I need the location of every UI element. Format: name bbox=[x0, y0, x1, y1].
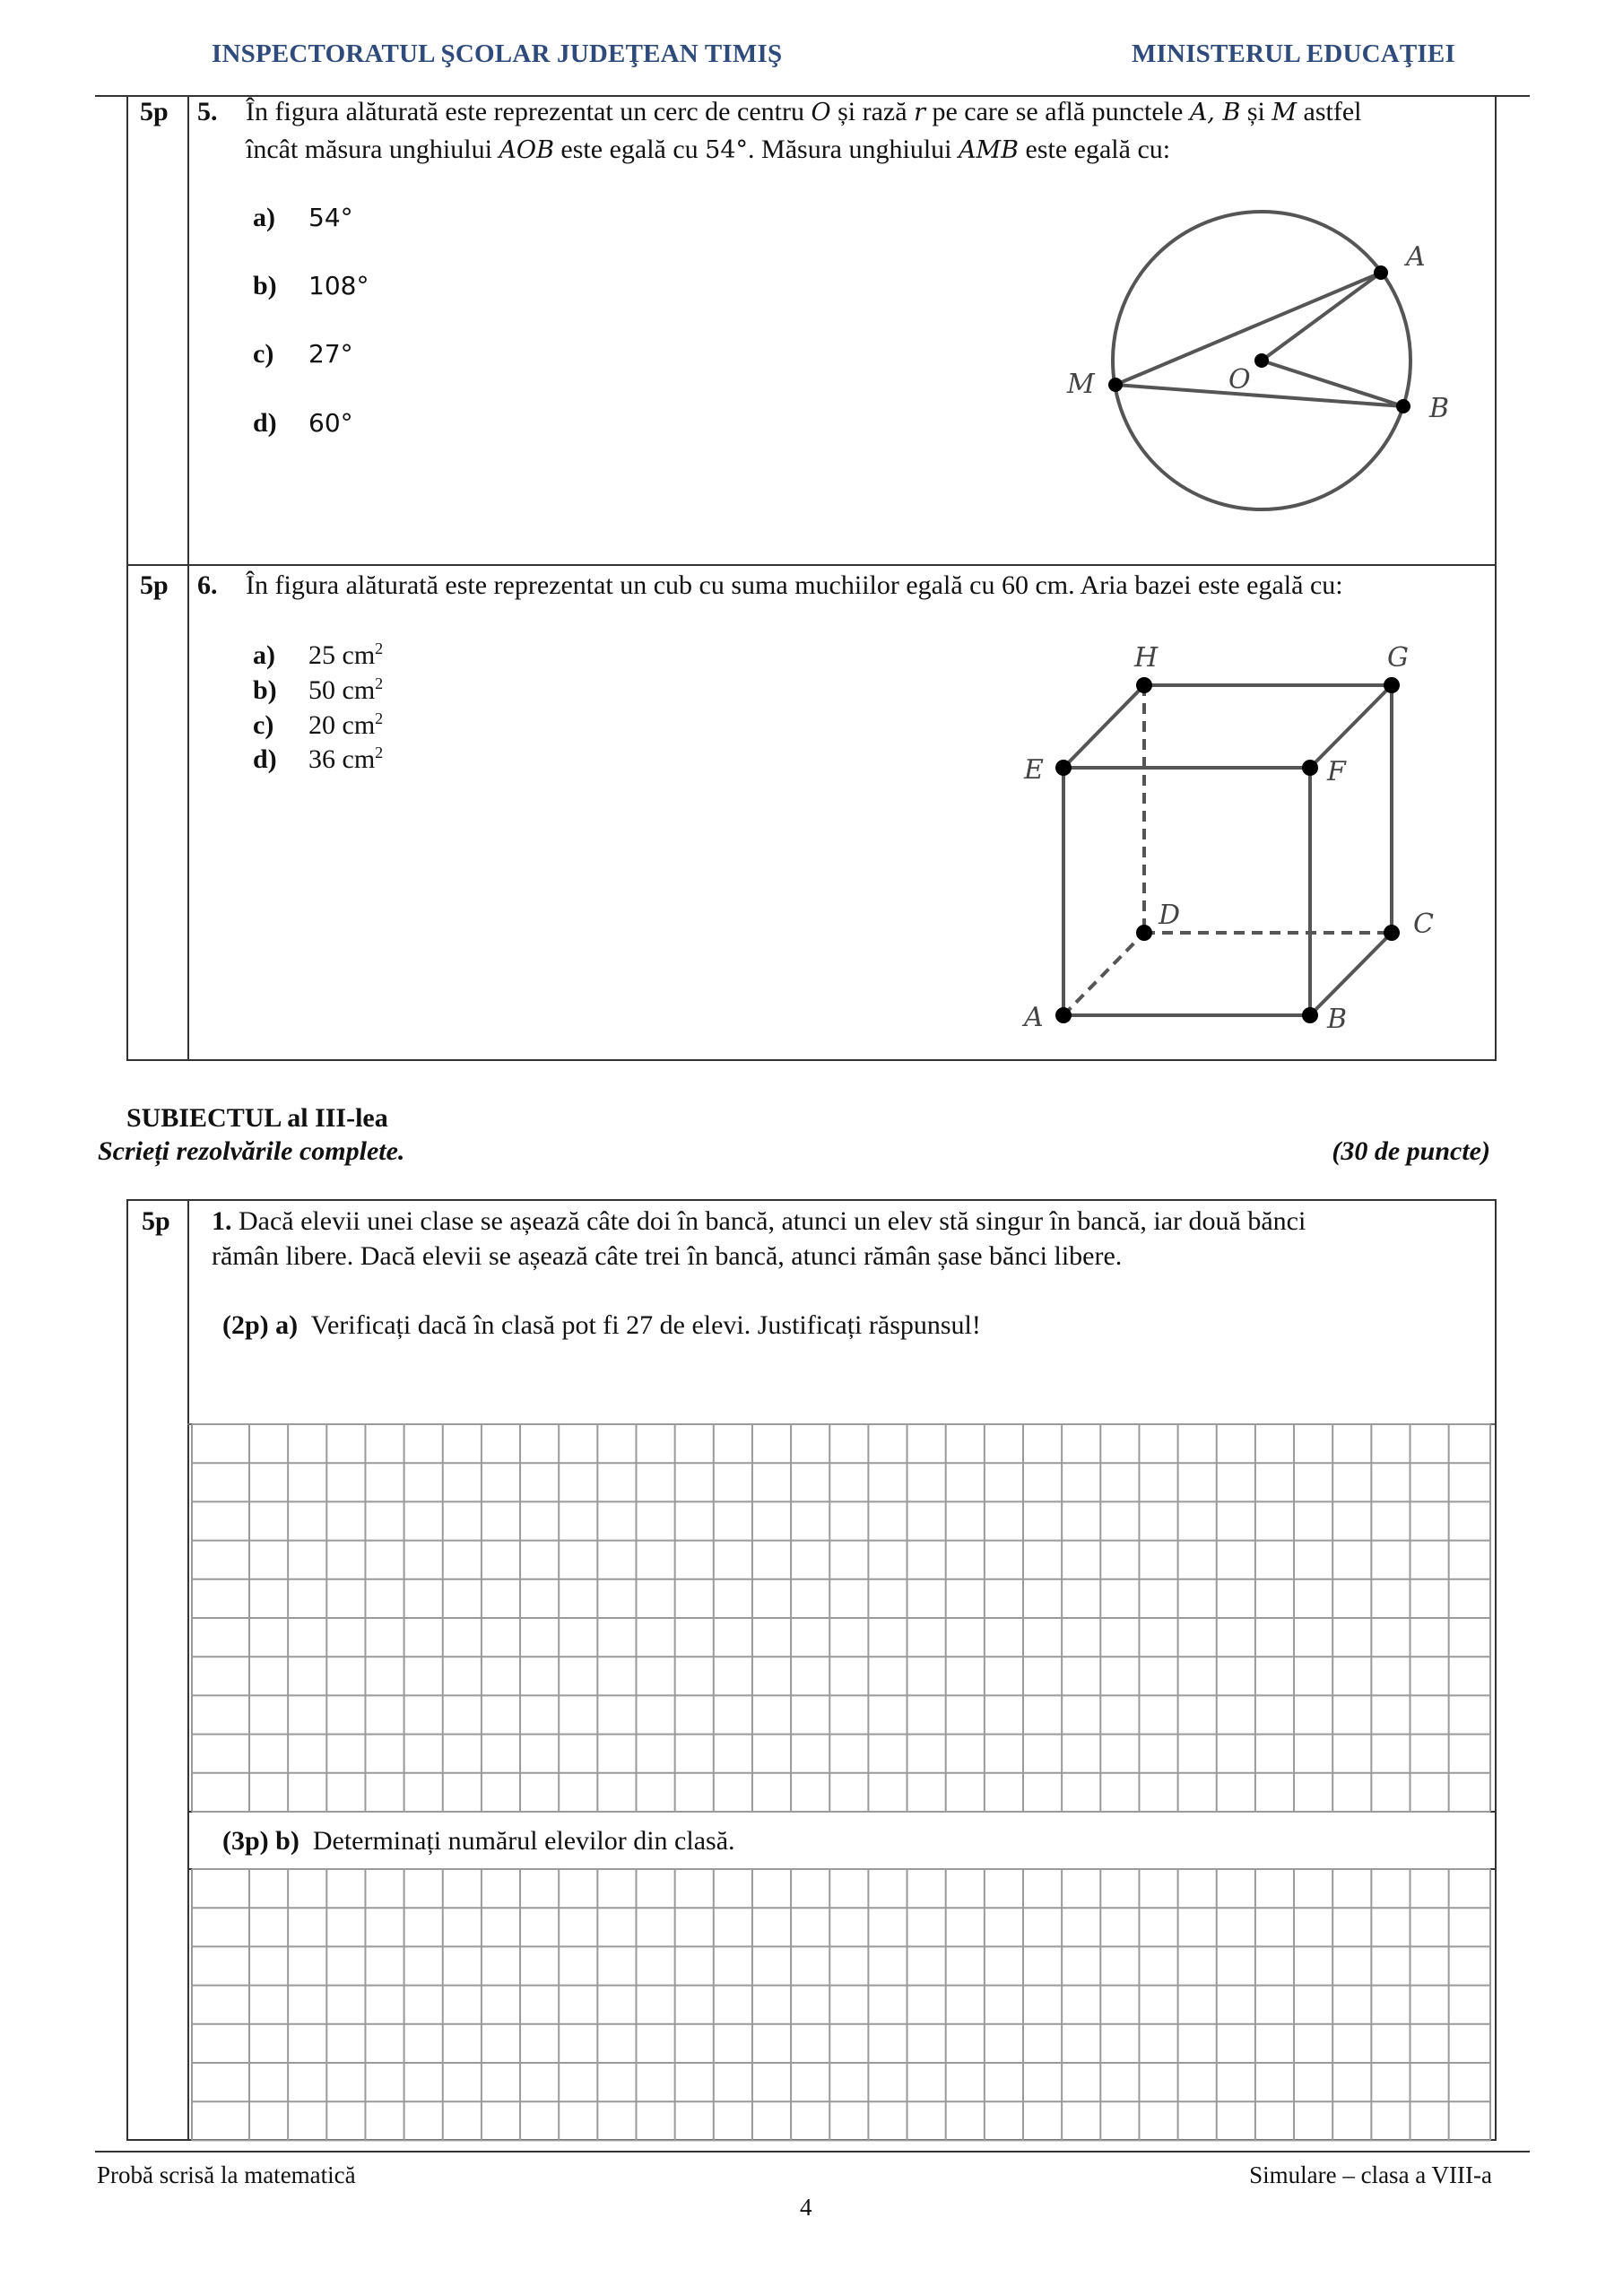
part-a-text: Verificați dacă în clasă pot fi 27 de elevi. Justificați răspunsul! bbox=[310, 1310, 981, 1340]
header-right: MINISTERUL EDUCAŢIEI bbox=[1132, 39, 1455, 68]
option-label: c) bbox=[253, 710, 274, 740]
label-c: C bbox=[1413, 909, 1434, 940]
text: În figura alăturată este reprezentat un cerc de centru bbox=[246, 97, 812, 126]
footer-left: Probă scrisă la matematică bbox=[97, 2161, 356, 2188]
option-label: a) bbox=[253, 203, 275, 232]
text: încât măsura unghiului bbox=[246, 135, 499, 164]
problem-number: 1. bbox=[212, 1206, 232, 1236]
label-a: A bbox=[1406, 241, 1426, 273]
text: și rază bbox=[830, 97, 915, 126]
option-value: 54° bbox=[308, 203, 353, 232]
part-b-text: Determinați numărul elevilor din clasă. bbox=[312, 1826, 735, 1856]
var-r: r bbox=[914, 99, 925, 126]
var-o: O bbox=[811, 99, 831, 126]
label-b: B bbox=[1327, 1004, 1348, 1035]
text: . Măsura unghiului bbox=[748, 135, 959, 164]
label-m: M bbox=[1067, 369, 1095, 400]
var-m: M bbox=[1271, 99, 1297, 126]
label-e: E bbox=[1024, 754, 1044, 786]
text: și bbox=[1240, 97, 1272, 126]
value-text: 50 cm bbox=[308, 675, 376, 705]
header-left: INSPECTORATUL ŞCOLAR JUDEŢEAN TIMIŞ bbox=[212, 39, 783, 68]
footer-rule bbox=[95, 2151, 1530, 2152]
label-h: H bbox=[1134, 642, 1159, 674]
option-label: d) bbox=[253, 408, 277, 438]
page-number: 4 bbox=[800, 2194, 812, 2221]
option-label: d) bbox=[253, 744, 277, 774]
section-title: SUBIECTUL al III-lea bbox=[126, 1103, 388, 1133]
label-b: B bbox=[1429, 393, 1450, 424]
exponent: 2 bbox=[375, 639, 384, 657]
label-g: G bbox=[1387, 642, 1409, 674]
text: este egală cu bbox=[553, 135, 706, 164]
section-instruction: Scrieți rezolvările complete. bbox=[98, 1136, 405, 1166]
exponent: 2 bbox=[375, 709, 384, 727]
value-text: 25 cm bbox=[308, 640, 376, 670]
value-text: 20 cm bbox=[308, 710, 376, 740]
option-value: 27° bbox=[308, 339, 353, 369]
text: astfel bbox=[1297, 97, 1362, 126]
text: Dacă elevii unei clase se așează câte doi în bancă, atunci un elev stă singur în bancă, iar două bănci bbox=[231, 1206, 1306, 1236]
exponent: 2 bbox=[375, 674, 384, 692]
label-o: O bbox=[1228, 364, 1251, 396]
value-text: 36 cm bbox=[308, 744, 376, 774]
points-label: 5p bbox=[140, 570, 169, 600]
part-a-points: (2p) a) bbox=[222, 1310, 299, 1340]
option-label: b) bbox=[253, 271, 277, 300]
footer-right: Simulare – clasa a VIII-a bbox=[1249, 2161, 1492, 2188]
option-value: 60° bbox=[308, 408, 353, 438]
section-points: (30 de puncte) bbox=[1332, 1136, 1490, 1166]
option-label: a) bbox=[253, 640, 275, 670]
question-number: 6. bbox=[197, 570, 218, 600]
question-text: În figura alăturată este reprezentat un cub cu suma muchiilor egală cu 60 cm. Aria bazei este egală cu: bbox=[246, 570, 1343, 600]
problem-text-line2: rămân libere. Dacă elevii se așează câte trei în bancă, atunci rămân șase bănci libere. bbox=[212, 1241, 1123, 1271]
part-b-points: (3p) b) bbox=[222, 1826, 299, 1856]
angle-value: 54° bbox=[705, 136, 749, 164]
angle-amb: AMB bbox=[959, 136, 1020, 164]
label-f: F bbox=[1327, 756, 1346, 787]
option-value: 108° bbox=[308, 271, 369, 300]
text: este egală cu: bbox=[1019, 135, 1171, 164]
points-label: 5p bbox=[142, 1206, 170, 1236]
points-label: 5p bbox=[140, 97, 169, 126]
option-label: b) bbox=[253, 675, 277, 705]
text: pe care se află punctele bbox=[924, 97, 1190, 126]
angle-aob: AOB bbox=[499, 136, 554, 164]
option-label: c) bbox=[253, 339, 274, 369]
label-d: D bbox=[1159, 900, 1181, 931]
question-number: 5. bbox=[197, 97, 218, 126]
label-a: A bbox=[1024, 1002, 1044, 1033]
exponent: 2 bbox=[375, 744, 384, 761]
vars-ab: A, B bbox=[1189, 99, 1241, 126]
